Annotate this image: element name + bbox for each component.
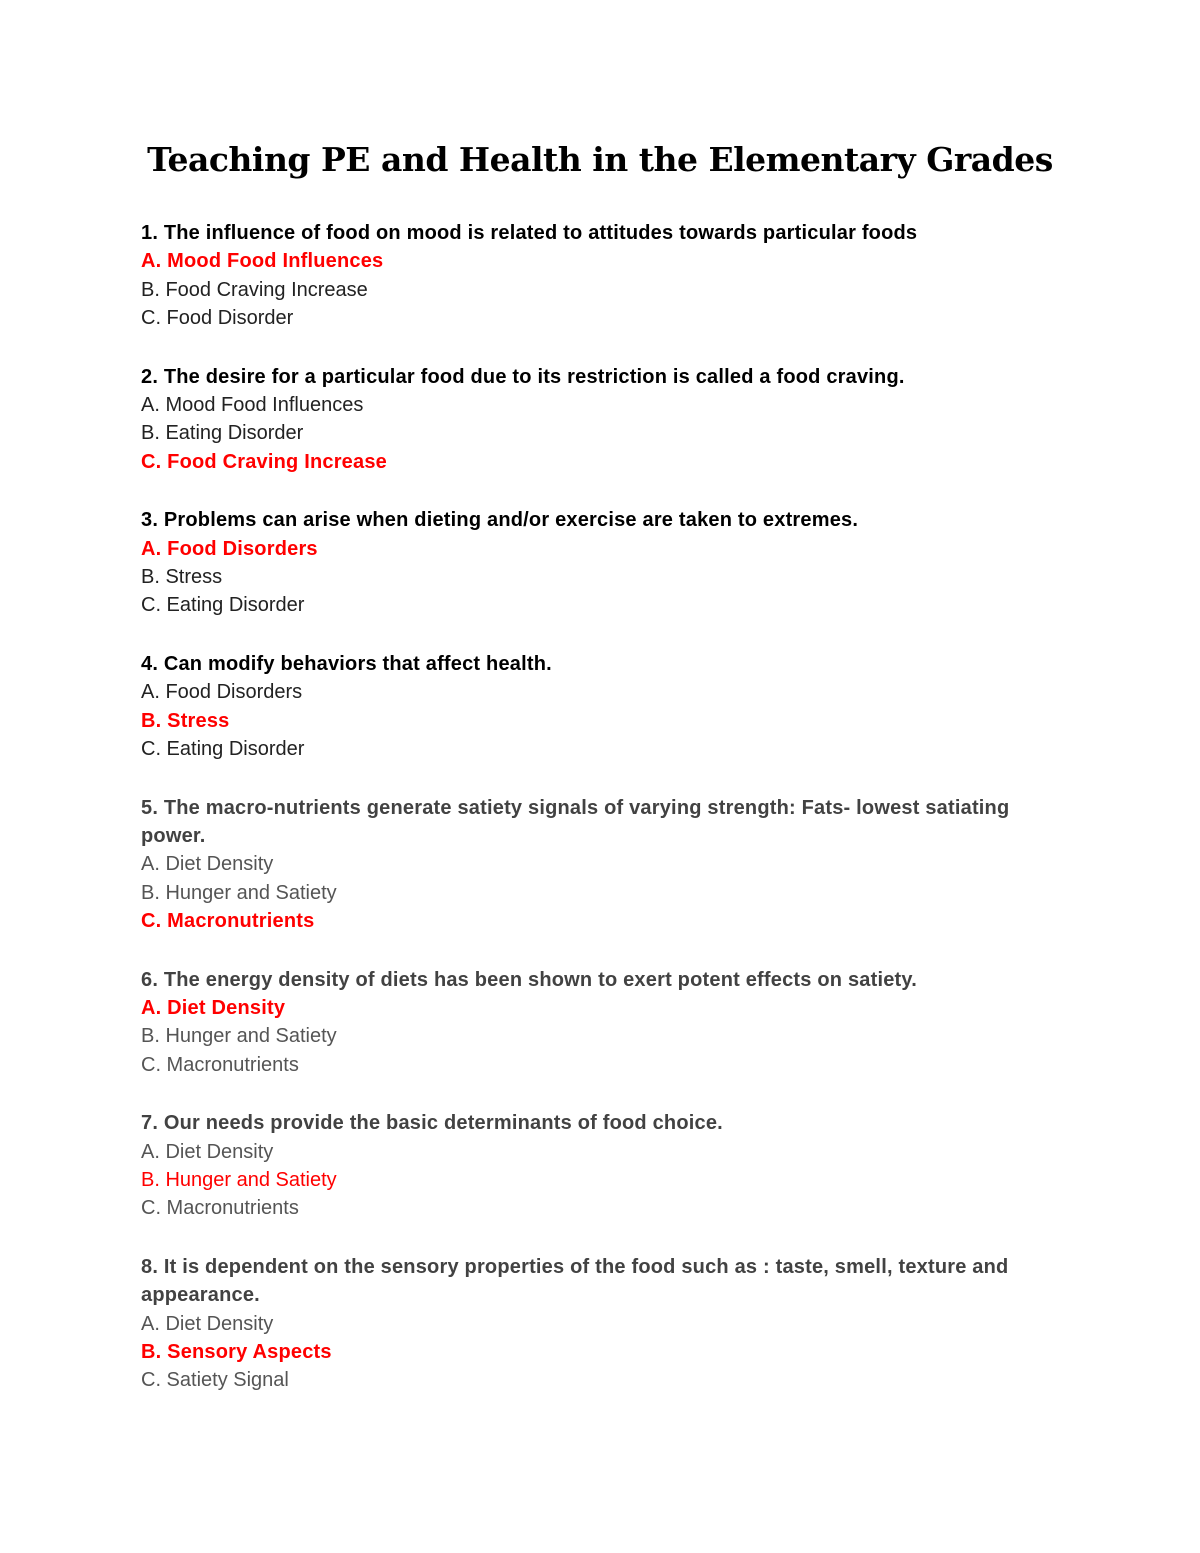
answer-option-correct: B. Stress (141, 709, 230, 732)
answer-option-correct: B. Hunger and Satiety (141, 1168, 337, 1191)
question-8 (141, 1253, 1066, 1395)
answer-option: B. Stress (141, 566, 223, 589)
question-text: 1. The influence of food on mood is related to attitudes towards particular foods (141, 222, 918, 244)
question-text: 4. Can modify behaviors that affect health. (141, 652, 552, 675)
question-text: 2. The desire for a particular food due to its restriction is called a food craving. (141, 365, 905, 388)
answer-option: C. Eating Disorder (141, 594, 305, 617)
question-text: 8. It is dependent on the sensory properties of the food such as : taste, smell, texture and appearance. (141, 1255, 1009, 1307)
question-6 (141, 966, 1066, 1080)
answer-option: C. Macronutrients (141, 1197, 299, 1220)
answer-option: B. Food Craving Increase (141, 278, 368, 301)
question-4 (141, 650, 1066, 764)
question-text: 3. Problems can arise when dieting and/or exercise are taken to extremes. (141, 509, 859, 532)
answer-option: A. Diet Density (141, 1140, 274, 1163)
answer-option-correct: A. Diet Density (141, 996, 286, 1019)
answer-option: C. Satiety Signal (141, 1369, 289, 1392)
question-2 (141, 363, 1066, 477)
question-text: 5. The macro-nutrients generate satiety signals of varying strength: Fats- lowest satiating power. (141, 796, 1010, 847)
answer-option-correct: C. Food Craving Increase (141, 450, 387, 473)
answer-option: B. Hunger and Satiety (141, 1025, 337, 1048)
answer-option-correct: B. Sensory Aspects (141, 1341, 332, 1363)
answer-option: C. Food Disorder (141, 307, 294, 330)
answer-option: A. Food Disorders (141, 681, 303, 704)
answer-option: B. Hunger and Satiety (141, 881, 337, 904)
answer-option: C. Macronutrients (141, 1053, 299, 1076)
question-text: 6. The energy density of diets has been shown to exert potent effects on satiety. (141, 968, 917, 991)
question-7 (141, 1109, 1066, 1223)
answer-option: B. Eating Disorder (141, 422, 304, 445)
answer-option: C. Eating Disorder (141, 738, 305, 761)
answer-option: A. Diet Density (141, 1312, 274, 1335)
question-3 (141, 506, 1066, 620)
question-1 (141, 219, 1066, 333)
answer-option: A. Diet Density (141, 853, 274, 876)
answer-option-correct: C. Macronutrients (141, 910, 315, 933)
question-list (141, 219, 1066, 1425)
answer-option-correct: A. Mood Food Influences (141, 250, 384, 273)
document-title: Teaching PE and Health in the Elementary Grades (147, 140, 1053, 179)
answer-option: A. Mood Food Influences (141, 394, 364, 417)
question-5 (141, 794, 1066, 936)
answer-option-correct: A. Food Disorders (141, 537, 318, 560)
question-text: 7. Our needs provide the basic determinants of food choice. (141, 1112, 723, 1135)
